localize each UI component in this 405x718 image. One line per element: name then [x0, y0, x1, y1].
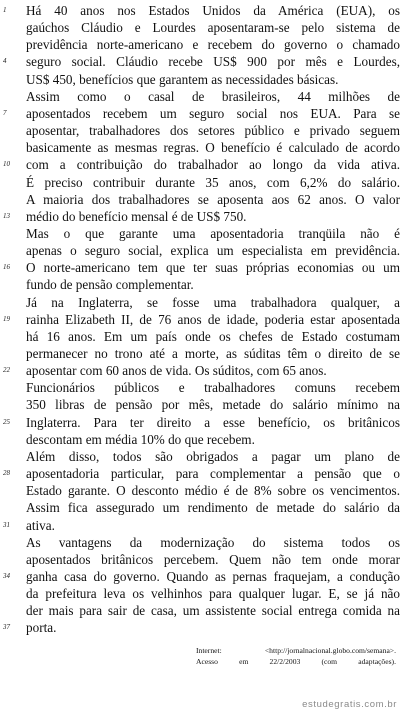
- text-line: Assim como o casal de brasileiros, 44 milhões de: [26, 88, 400, 104]
- text-line: O norte-americano tem que ter suas próprias economias ou um: [26, 260, 400, 276]
- watermark: estudegratis.com.br: [302, 699, 397, 710]
- text-line: As vantagens da modernização do sistema todos os: [26, 534, 400, 550]
- text-line: descontam em média 10% do que recebem.: [26, 431, 255, 447]
- text-line: rainha Elizabeth II, de 76 anos de idade, poderia estar aposentada: [26, 311, 400, 327]
- text-line: da prefeitura leva os velhinhos para qualquer lugar. E, se já não: [26, 586, 400, 602]
- line-number: 19: [3, 314, 10, 323]
- line-number: 13: [3, 211, 10, 220]
- text-line: ativa.: [26, 517, 55, 533]
- text-line: porta.: [26, 620, 57, 636]
- text-line: Além disso, todos são obrigados a pagar um plano de: [26, 448, 400, 464]
- text-line: com a contribuição do trabalhador ao longo da vida ativa.: [26, 157, 400, 173]
- text-line: aposentar com 60 anos de vida. Os súditos, com 65 anos.: [26, 363, 327, 379]
- text-line: permanecer no trono até a morte, as súditas têm o direito de se: [26, 346, 400, 361]
- line-number: 31: [3, 520, 10, 529]
- text-line: gaúchos Cláudio e Lourdes aposentaram-se pelo sistema de: [26, 20, 400, 36]
- line-number: 22: [3, 366, 10, 375]
- text-line: há 16 anos. Em um país onde os chefes de Estado costumam: [26, 328, 400, 344]
- text-line: Estado garante. O desconto médio é de 8% sobre os vencimentos.: [26, 483, 400, 499]
- text-line: médio do benefício mensal é de US$ 750.: [26, 208, 247, 224]
- line-number: 37: [3, 623, 10, 632]
- text-line: US$ 450, benefícios que garantem as necessidades básicas.: [26, 71, 339, 87]
- text-line: apenas o seguro social, explica um especialista em previdência.: [26, 243, 400, 259]
- text-line: basicamente as mesmas regras. O benefício é calculado de acordo: [26, 140, 400, 156]
- text-line: Assim fica assegurado um rendimento de metade do salário da: [26, 500, 400, 516]
- line-number: 28: [3, 469, 10, 478]
- text-line: ganha casa do governo. Quando as pernas fraquejam, a condução: [26, 568, 400, 584]
- text-line: A maioria dos trabalhadores se aposenta aos 62 anos. O valor: [26, 191, 400, 207]
- text-line: previdência norte-americano e recebem do governo o chamado: [26, 37, 400, 53]
- text-line: É preciso contribuir durante 35 anos, com 6,2% do salário.: [26, 174, 400, 190]
- text-line: Há 40 anos nos Estados Unidos da América (EUA), os: [26, 3, 400, 18]
- text-line: fundo de pensão complementar.: [26, 277, 194, 293]
- text-line: aposentados recebem um seguro social nos EUA. Para se: [26, 105, 400, 121]
- text-line: der mais para sair de casa, um assistente social entrega comida na: [26, 603, 400, 619]
- line-number: 34: [3, 571, 10, 580]
- line-number: 16: [3, 263, 10, 272]
- text-line: aposentadoria particular, para complementar a pensão que o: [26, 466, 400, 482]
- line-number: 25: [3, 417, 10, 426]
- line-number: 1: [3, 6, 7, 14]
- source-line-2: Acesso em 22/2/2003 (com adaptações).: [196, 657, 396, 666]
- text-line: 350 libras de pensão por mês, metade do salário mínimo na: [26, 397, 400, 413]
- line-number: 7: [3, 108, 7, 117]
- text-line: seguro social. Cláudio recebe US$ 900 por mês e Lourdes,: [26, 54, 400, 70]
- text-line: Já na Inglaterra, se fosse uma trabalhadora qualquer, a: [26, 294, 400, 310]
- text-line: Inglaterra. Para ter direito a esse benefício, os britânicos: [26, 414, 400, 430]
- text-line: Mas o que garante uma aposentadoria tranqüila não é: [26, 225, 400, 241]
- source-line-1: Internet: <http://jornalnacional.globo.com/semana>.: [196, 646, 396, 655]
- line-number: 4: [3, 57, 7, 66]
- text-line: aposentar, trabalhadores dos setores público e privado seguem: [26, 123, 400, 139]
- text-line: aposentados britânicos percebem. Quem não tem onde morar: [26, 551, 400, 567]
- line-number: 10: [3, 160, 10, 169]
- text-line: Funcionários públicos e trabalhadores comuns recebem: [26, 380, 400, 396]
